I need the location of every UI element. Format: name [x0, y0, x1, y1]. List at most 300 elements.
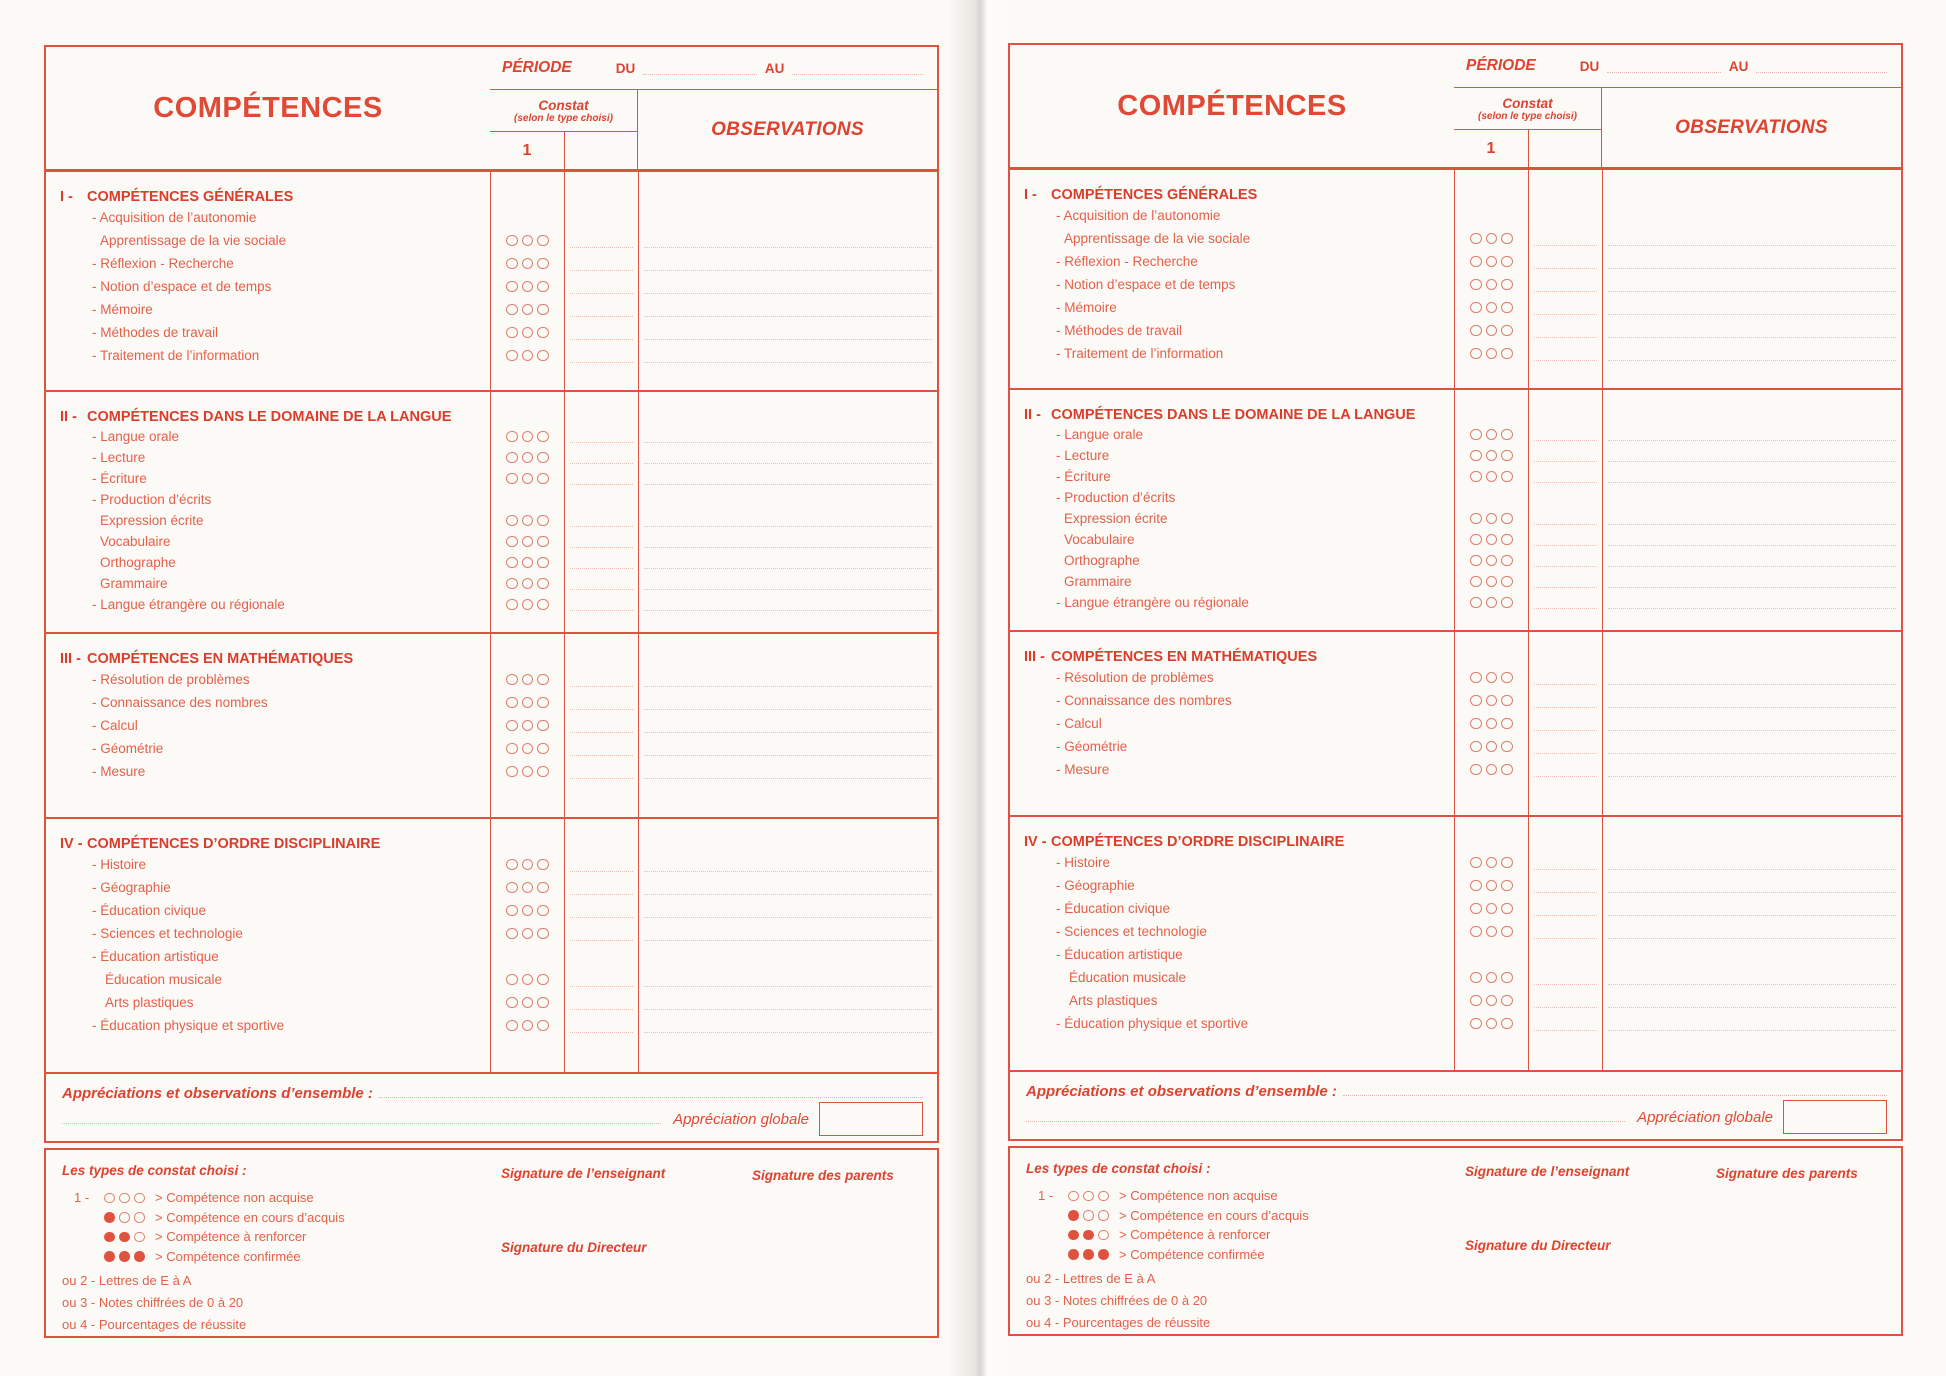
- legend-row-label: > Compétence en cours d’acquis: [155, 1209, 345, 1225]
- constat2-cell: [565, 1014, 638, 1037]
- empty-circle-icon: [1501, 450, 1513, 462]
- legend-box: [44, 1148, 939, 1338]
- empty-circle-icon: [1501, 972, 1513, 984]
- legend-row-label: > Compétence à renforcer: [1119, 1227, 1271, 1243]
- competence-label: Arts plastiques: [105, 995, 194, 1010]
- empty-circle-icon: [1501, 1018, 1513, 1030]
- section-number: II -: [60, 409, 77, 425]
- constat2-cell: [565, 876, 638, 899]
- section: [46, 390, 937, 632]
- empty-circle-icon: [1470, 741, 1482, 753]
- write-line: [644, 686, 932, 687]
- section: [1010, 388, 1901, 630]
- empty-circle-icon: [506, 431, 518, 443]
- competence-label: - Écriture: [1056, 469, 1111, 484]
- constat2-cell: [565, 447, 638, 468]
- appreciation-globale-label: Appréciation globale: [673, 1110, 809, 1128]
- empty-circle-icon: [506, 258, 518, 270]
- constat-cell: [490, 922, 565, 945]
- section-filler: [46, 367, 937, 390]
- write-line: [1534, 730, 1597, 731]
- empty-circle-icon: [537, 905, 549, 917]
- write-line: [1608, 984, 1896, 985]
- constat2-cell: [565, 344, 638, 367]
- section-title: [1010, 817, 1454, 851]
- empty-circle-icon: [1486, 903, 1498, 915]
- competence-row: [46, 426, 937, 447]
- empty-circle-icon: [1486, 741, 1498, 753]
- empty-circle-icon: [1470, 450, 1482, 462]
- competence-row: [1010, 529, 1901, 550]
- empty-circle-icon: [537, 515, 549, 527]
- constat-cell: [1454, 712, 1529, 735]
- legend-row: [62, 1208, 921, 1228]
- competence-row: [46, 760, 937, 783]
- empty-circle-icon: [537, 674, 549, 686]
- empty-circle-icon: [537, 720, 549, 732]
- empty-circle-icon: [1486, 672, 1498, 684]
- constat-cell: [490, 1037, 565, 1072]
- section-header-row: [46, 392, 937, 426]
- constat-header-cell: [1454, 88, 1602, 167]
- competence-label: - Éducation artistique: [92, 949, 219, 964]
- write-line: [1534, 938, 1597, 939]
- write-line: [1608, 566, 1896, 567]
- write-line: [644, 986, 932, 987]
- empty-circle-icon: [522, 766, 534, 778]
- observation-cell: [1602, 689, 1901, 712]
- observation-cell: [1602, 365, 1901, 388]
- constat-cell: [490, 634, 565, 668]
- signature-parents-label: Signature des parents: [1716, 1166, 1858, 1181]
- competence-label: - Éducation physique et sportive: [1056, 1016, 1249, 1031]
- section-title: [1010, 390, 1454, 424]
- constat-dots: [104, 1212, 151, 1223]
- observation-cell: [1602, 466, 1901, 487]
- constat-cell: [1454, 632, 1529, 666]
- constat2-cell: [565, 615, 638, 632]
- constat-cell: [490, 367, 565, 390]
- filled-circle-icon: [1068, 1210, 1079, 1221]
- constat2-cell: [1529, 966, 1602, 989]
- empty-circle-icon: [522, 350, 534, 362]
- write-line: [1608, 684, 1896, 685]
- write-line: [1534, 245, 1597, 246]
- constat2-cell: [1529, 466, 1602, 487]
- section: [46, 632, 937, 817]
- competence-label: - Langue orale: [1056, 427, 1144, 442]
- competence-row: [1010, 508, 1901, 529]
- filled-circle-icon: [104, 1212, 115, 1223]
- observation-cell: [1602, 508, 1901, 529]
- filled-circle-icon: [1083, 1249, 1094, 1260]
- constat-cell: [490, 510, 565, 531]
- constat-cell: [1454, 508, 1529, 529]
- observation-cell: [638, 531, 937, 552]
- competence-row: [46, 968, 937, 991]
- competence-row: [46, 321, 937, 344]
- constat-column-2-header: [1529, 130, 1601, 167]
- constat-cell: [1454, 1035, 1529, 1070]
- constat2-cell: [565, 737, 638, 760]
- write-line: [570, 339, 633, 340]
- write-line: [570, 732, 633, 733]
- empty-circle-icon: [1470, 995, 1482, 1007]
- competence-row: [46, 899, 937, 922]
- observations-header: OBSERVATIONS: [1675, 116, 1828, 138]
- constat2-cell: [1529, 613, 1602, 630]
- constat2-cell: [1529, 487, 1602, 508]
- write-line: [1608, 915, 1896, 916]
- observation-cell: [638, 252, 937, 275]
- empty-circle-icon: [1486, 1018, 1498, 1030]
- competence-row: [1010, 592, 1901, 613]
- section-title: [1010, 632, 1454, 666]
- periode-row: [1454, 45, 1901, 88]
- write-line: [1534, 1030, 1597, 1031]
- empty-circle-icon: [522, 674, 534, 686]
- constat-cell: [1454, 424, 1529, 445]
- competence-label: - Mesure: [1056, 762, 1110, 777]
- empty-circle-icon: [1501, 857, 1513, 869]
- section-number: I -: [60, 189, 73, 205]
- empty-circle-icon: [1501, 279, 1513, 291]
- filled-circle-icon: [1068, 1249, 1079, 1260]
- section-title-text: COMPÉTENCES EN MATHÉMATIQUES: [87, 651, 354, 667]
- competence-row: [46, 531, 937, 552]
- empty-circle-icon: [522, 905, 534, 917]
- write-line: [1608, 1007, 1896, 1008]
- empty-circle-icon: [506, 974, 518, 986]
- empty-circle-icon: [1470, 764, 1482, 776]
- constat-cell: [1454, 390, 1529, 424]
- write-line: [644, 484, 932, 485]
- constat-cell: [490, 714, 565, 737]
- empty-circle-icon: [1501, 348, 1513, 360]
- signature-enseignant-label: Signature de l’enseignant: [1465, 1164, 1630, 1179]
- competence-row: [46, 876, 937, 899]
- empty-circle-icon: [1501, 513, 1513, 525]
- competence-row: [1010, 966, 1901, 989]
- empty-circle-icon: [1501, 672, 1513, 684]
- empty-circle-icon: [1470, 471, 1482, 483]
- empty-circle-icon: [1501, 695, 1513, 707]
- competences-table: [44, 45, 939, 1074]
- constat-cell: [490, 594, 565, 615]
- constat-label: Constat: [1502, 95, 1553, 111]
- competence-row: [46, 275, 937, 298]
- appreciations-label: Appréciations et observations d’ensemble :: [1026, 1083, 1337, 1100]
- empty-circle-icon: [1486, 450, 1498, 462]
- constat2-cell: [565, 968, 638, 991]
- empty-circle-icon: [1501, 926, 1513, 938]
- signature-parents-label: Signature des parents: [752, 1168, 894, 1183]
- write-line: [570, 1032, 633, 1033]
- competence-row: [1010, 204, 1901, 227]
- competence-row: [46, 922, 937, 945]
- write-line: [1534, 524, 1597, 525]
- empty-circle-icon: [1470, 348, 1482, 360]
- constat-cell: [1454, 817, 1529, 851]
- write-line: [1608, 545, 1896, 546]
- constat2-cell: [1529, 989, 1602, 1012]
- write-line: [1608, 268, 1896, 269]
- appreciations-band: [1008, 1070, 1903, 1141]
- constat2-cell: [1529, 365, 1602, 388]
- empty-circle-icon: [1470, 718, 1482, 730]
- write-line: [1534, 440, 1597, 441]
- constat-subcolumns: [1454, 130, 1601, 167]
- constat-cell: [490, 426, 565, 447]
- observation-cell: [1602, 319, 1901, 342]
- write-line: [644, 247, 932, 248]
- observation-cell: [1602, 550, 1901, 571]
- constat-dots: [104, 1251, 151, 1262]
- constat2-cell: [565, 714, 638, 737]
- write-line: [644, 316, 932, 317]
- constat2-cell: [1529, 204, 1602, 227]
- constat-header-cell: [490, 90, 638, 169]
- observation-cell: [1602, 943, 1901, 966]
- empty-circle-icon: [537, 974, 549, 986]
- constat2-cell: [565, 634, 638, 668]
- constat-cell: [1454, 487, 1529, 508]
- write-line: [570, 610, 633, 611]
- constat2-cell: [1529, 817, 1602, 851]
- observation-cell: [1602, 851, 1901, 874]
- empty-circle-icon: [1470, 672, 1482, 684]
- write-line: [1608, 730, 1896, 731]
- write-line: [644, 1009, 932, 1010]
- competence-label: Arts plastiques: [1069, 993, 1158, 1008]
- write-line: [644, 463, 932, 464]
- empty-circle-icon: [1486, 926, 1498, 938]
- constat-header: [490, 90, 637, 132]
- filled-circle-icon: [1098, 1249, 1109, 1260]
- empty-circle-icon: [537, 1020, 549, 1032]
- constat2-cell: [565, 298, 638, 321]
- du-label: DU: [615, 60, 636, 76]
- empty-circle-icon: [1486, 302, 1498, 314]
- legend-row-label: > Compétence confirmée: [1119, 1246, 1265, 1262]
- empty-circle-icon: [522, 697, 534, 709]
- constat-cell: [1454, 445, 1529, 466]
- legend-box: [1008, 1146, 1903, 1336]
- constat-cell: [490, 615, 565, 632]
- constat-column-1-header: 1: [1454, 130, 1529, 167]
- sections-container: [1010, 170, 1901, 1070]
- empty-circle-icon: [506, 997, 518, 1009]
- constat2-cell: [1529, 1012, 1602, 1035]
- constat2-cell: [565, 510, 638, 531]
- empty-circle-icon: [1470, 233, 1482, 245]
- constat-cell: [1454, 781, 1529, 815]
- legend-type1-prefix: 1 -: [1038, 1188, 1054, 1204]
- constat-dots: [1068, 1249, 1115, 1260]
- empty-circle-icon: [1501, 995, 1513, 1007]
- empty-circle-icon: [537, 882, 549, 894]
- competence-label: - Langue étrangère ou régionale: [1056, 595, 1249, 610]
- constat2-cell: [1529, 874, 1602, 897]
- section-filler: [1010, 365, 1901, 388]
- constat2-cell: [1529, 170, 1602, 204]
- empty-circle-icon: [537, 452, 549, 464]
- write-line: [1534, 869, 1597, 870]
- competence-row: [1010, 735, 1901, 758]
- write-line: [1608, 360, 1896, 361]
- empty-circle-icon: [537, 997, 549, 1009]
- write-line: [644, 709, 932, 710]
- empty-circle-icon: [1486, 513, 1498, 525]
- observation-cell: [1602, 390, 1901, 424]
- empty-circle-icon: [537, 304, 549, 316]
- write-line: [1608, 337, 1896, 338]
- report-card-page: [44, 45, 939, 1338]
- empty-circle-icon: [1470, 429, 1482, 441]
- write-line: [1534, 482, 1597, 483]
- empty-circle-icon: [1470, 534, 1482, 546]
- legend-type1-prefix: 1 -: [74, 1190, 90, 1206]
- write-line: [570, 247, 633, 248]
- constat2-cell: [1529, 897, 1602, 920]
- competence-row: [46, 1014, 937, 1037]
- constat-cell: [1454, 273, 1529, 296]
- empty-circle-icon: [1098, 1191, 1109, 1202]
- empty-circle-icon: [1083, 1210, 1094, 1221]
- section: [1010, 815, 1901, 1070]
- empty-circle-icon: [506, 697, 518, 709]
- competence-row: [1010, 487, 1901, 508]
- constat2-cell: [565, 468, 638, 489]
- observation-cell: [638, 594, 937, 615]
- filled-circle-icon: [119, 1232, 130, 1243]
- empty-circle-icon: [506, 928, 518, 940]
- observation-cell: [638, 691, 937, 714]
- section-title-text: COMPÉTENCES EN MATHÉMATIQUES: [1051, 649, 1318, 665]
- write-line: [1534, 684, 1597, 685]
- empty-circle-icon: [506, 515, 518, 527]
- empty-circle-icon: [1486, 279, 1498, 291]
- empty-circle-icon: [1470, 597, 1482, 609]
- empty-circle-icon: [522, 997, 534, 1009]
- write-line: [1608, 440, 1896, 441]
- write-line: [1608, 245, 1896, 246]
- competence-label: - Connaissance des nombres: [1056, 693, 1232, 708]
- constat-cell: [1454, 989, 1529, 1012]
- section-title-text: COMPÉTENCES DANS LE DOMAINE DE LA LANGUE: [87, 409, 452, 425]
- observation-cell: [638, 468, 937, 489]
- constat2-cell: [565, 945, 638, 968]
- competence-label: - Langue étrangère ou régionale: [92, 597, 285, 612]
- constat2-cell: [1529, 920, 1602, 943]
- table-header-right: [490, 47, 937, 169]
- empty-circle-icon: [119, 1212, 130, 1223]
- constat-cell: [1454, 613, 1529, 630]
- observation-cell: [1602, 758, 1901, 781]
- observation-cell: [1602, 592, 1901, 613]
- write-line: [1608, 1030, 1896, 1031]
- competence-label: Vocabulaire: [1064, 532, 1135, 547]
- constat-dots: [1068, 1210, 1115, 1221]
- competence-row: [1010, 342, 1901, 365]
- legend-dot-rows: [62, 1188, 921, 1266]
- empty-circle-icon: [506, 882, 518, 894]
- empty-circle-icon: [104, 1193, 115, 1204]
- constat-cell: [490, 899, 565, 922]
- empty-circle-icon: [1501, 233, 1513, 245]
- competence-label: - Éducation civique: [92, 903, 207, 918]
- constat2-cell: [565, 760, 638, 783]
- empty-circle-icon: [1486, 597, 1498, 609]
- write-line: [1534, 566, 1597, 567]
- observation-cell: [638, 899, 937, 922]
- write-line: [1534, 608, 1597, 609]
- constat2-cell: [565, 899, 638, 922]
- write-line: [570, 778, 633, 779]
- constat2-cell: [565, 531, 638, 552]
- section-number: III -: [60, 651, 81, 667]
- constat2-cell: [565, 783, 638, 817]
- empty-circle-icon: [506, 1020, 518, 1032]
- empty-circle-icon: [522, 258, 534, 270]
- constat-dots: [1068, 1191, 1115, 1202]
- empty-circle-icon: [1486, 718, 1498, 730]
- write-line: [570, 1009, 633, 1010]
- observation-cell: [638, 552, 937, 573]
- competence-label: - Calcul: [92, 718, 138, 733]
- constat-cell: [490, 468, 565, 489]
- right-page: [1008, 43, 1903, 1336]
- competence-label: Vocabulaire: [100, 534, 171, 549]
- empty-circle-icon: [1486, 695, 1498, 707]
- write-line: [570, 442, 633, 443]
- write-line: [1608, 524, 1896, 525]
- constat2-cell: [1529, 250, 1602, 273]
- constat2-cell: [1529, 781, 1602, 815]
- competence-label: Apprentissage de la vie sociale: [100, 233, 287, 248]
- observation-cell: [638, 760, 937, 783]
- empty-circle-icon: [537, 557, 549, 569]
- constat-cell: [490, 573, 565, 594]
- empty-circle-icon: [506, 304, 518, 316]
- empty-circle-icon: [1083, 1191, 1094, 1202]
- write-line: [1534, 268, 1597, 269]
- empty-circle-icon: [537, 350, 549, 362]
- empty-circle-icon: [522, 928, 534, 940]
- section: [46, 817, 937, 1072]
- competence-row: [1010, 319, 1901, 342]
- empty-circle-icon: [1486, 534, 1498, 546]
- constat-cell: [490, 298, 565, 321]
- observation-cell: [638, 714, 937, 737]
- observation-cell: [638, 922, 937, 945]
- empty-circle-icon: [1501, 741, 1513, 753]
- constat2-cell: [565, 594, 638, 615]
- write-line: [570, 686, 633, 687]
- write-line: [570, 463, 633, 464]
- constat2-cell: [565, 392, 638, 426]
- observation-cell: [638, 172, 937, 206]
- competence-row: [46, 510, 937, 531]
- empty-circle-icon: [506, 327, 518, 339]
- competence-row: [1010, 874, 1901, 897]
- write-line: [570, 547, 633, 548]
- section-filler: [1010, 1035, 1901, 1070]
- section-number: I -: [1024, 187, 1037, 203]
- write-line: [1534, 360, 1597, 361]
- competence-row: [1010, 571, 1901, 592]
- legend-row: [1026, 1206, 1885, 1226]
